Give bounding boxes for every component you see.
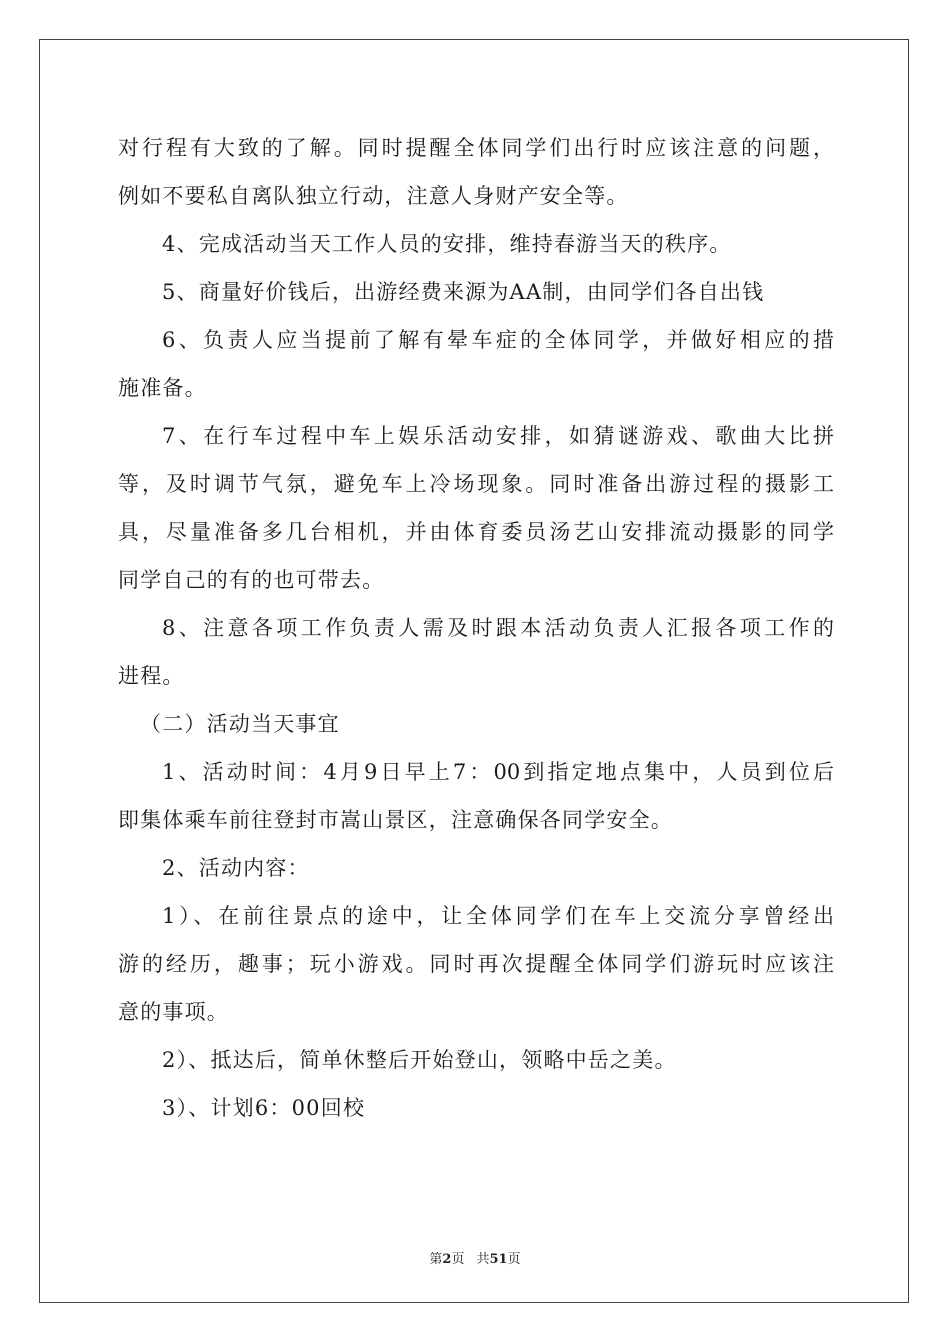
page-number: 2	[442, 1252, 452, 1267]
text-line: 1）、在前往景点的途中，让全体同学们在车上交流分享曾经出	[162, 904, 834, 928]
total-prefix: 共	[476, 1252, 490, 1267]
text-line: 7、在行车过程中车上娱乐活动安排，如猜谜游戏、歌曲大比拼	[162, 424, 834, 448]
text-line: 意的事项。	[118, 1000, 229, 1024]
text-line: 对行程有大致的了解。同时提醒全体同学们出行时应该注意的问题，	[118, 136, 834, 160]
text-line: 5、商量好价钱后，出游经费来源为AA制，由同学们各自出钱	[162, 280, 765, 304]
total-pages: 51	[489, 1252, 508, 1267]
total-suffix: 页	[507, 1252, 521, 1267]
text-line: 即集体乘车前往登封市嵩山景区，注意确保各同学安全。	[118, 808, 673, 832]
text-line: 游的经历，趣事；玩小游戏。同时再次提醒全体同学们游玩时应该注	[118, 952, 834, 976]
text-line: 进程。	[118, 664, 185, 688]
page-prefix: 第	[429, 1252, 443, 1267]
page-footer	[0, 1248, 950, 1267]
text-line: 2、活动内容：	[162, 856, 310, 880]
text-line: 8、注意各项工作负责人需及时跟本活动负责人汇报各项工作的	[162, 616, 834, 640]
page-suffix: 页	[451, 1252, 465, 1267]
text-line: 1、活动时间：4月9日早上7：00到指定地点集中，人员到位后	[162, 760, 834, 784]
document-body	[118, 124, 834, 1132]
text-line: 具，尽量准备多几台相机，并由体育委员汤艺山安排流动摄影的同学	[118, 520, 834, 544]
text-line: 4、完成活动当天工作人员的安排，维持春游当天的秩序。	[162, 232, 732, 256]
text-line: 3）、计划6：00回校	[162, 1096, 366, 1120]
text-line: 同学自己的有的也可带去。	[118, 568, 385, 592]
text-line: 6、负责人应当提前了解有晕车症的全体同学，并做好相应的措	[162, 328, 834, 352]
text-line: 施准备。	[118, 376, 207, 400]
text-line: 等，及时调节气氛，避免车上冷场现象。同时准备出游过程的摄影工	[118, 472, 834, 496]
text-line: 2）、抵达后，简单休整后开始登山，领略中岳之美。	[162, 1048, 677, 1072]
text-line: 例如不要私自离队独立行动，注意人身财产安全等。	[118, 184, 629, 208]
section-heading: （二）活动当天事宜	[140, 712, 340, 736]
